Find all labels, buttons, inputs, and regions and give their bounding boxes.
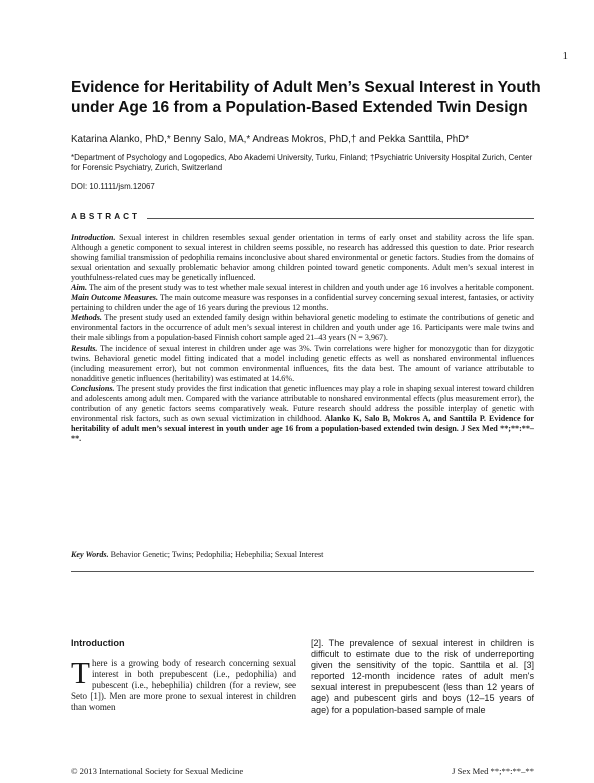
- abstract-introduction: [71, 233, 534, 283]
- right-column: [311, 638, 534, 716]
- introduction-paragraph-left: [71, 655, 296, 713]
- left-column: [71, 638, 296, 713]
- keywords-label: Key Words.: [71, 550, 109, 559]
- journal-footer: J Sex Med **;**:**–**: [452, 766, 534, 776]
- abstract-methods-label: Methods.: [71, 313, 102, 323]
- copyright-footer: © 2013 International Society for Sexual Medicine: [71, 766, 244, 776]
- affiliations: *Department of Psychology and Logopedics, Abo Akademi University, Turku, Finland; †Psychiatric University Hospital Zurich, Center for Forensic Psychiatry, Zurich, Switzerland: [71, 153, 533, 173]
- abstract-conclusions: [71, 384, 534, 444]
- keywords: [71, 550, 534, 559]
- abstract-results-text: The incidence of sexual interest in children under age was 3%. Twin correlations were higher for monozygotic than for dizygotic twins. Behavioral genetic model fitting indicated that a model including genetic effects as well as nonshared environmental influences (including measurement error), but not common environmental influences, fits the data best. The amount of variance attributable to nonadditive genetic influences (heritability) was estimated at 14.6%.: [71, 343, 534, 383]
- introduction-paragraph-right: [2]. The prevalence of sexual interest in children is difficult to estimate due to the risk of underreporting given the sensitivity of the topic. Santtila et al. [3] reported 12-month incidence rates of adult men's sexual interest in prepubescent (less than 12 years of age) and pubescent girls and boys (12–15 years of age) for a population-based sample of male: [311, 638, 534, 715]
- keywords-divider: [71, 571, 534, 572]
- doi-link[interactable]: DOI: 10.1111/jsm.12067: [71, 182, 155, 191]
- introduction-left-text: here is a growing body of research concerning sexual interest in both prepubescent (i.e., pedophilia) and pubescent (i.e., hebephilia) children (for a review, see Seto [1]). Men are more prone to sexual interest in children than women: [71, 658, 296, 713]
- abstract-results-label: Results.: [71, 343, 98, 353]
- abstract-aim: [71, 283, 534, 293]
- abstract-citation: Alanko K, Salo B, Mokros A, and Santtila P. Evidence for heritability of adult men’s sexual interest in youth under age 16 from a population-based extended twin design. J Sex Med **;**:**–**.: [71, 413, 534, 443]
- page-number: 1: [562, 50, 568, 62]
- abstract-outcome-text: The main outcome measure was responses in a confidential survey concerning sexual interest, fantasies, or activity pertaining to children under the age of 16 years during the previous 12 months.: [71, 293, 534, 313]
- abstract-methods: [71, 313, 534, 343]
- keywords-text: Behavior Genetic; Twins; Pedophilia; Hebephilia; Sexual Interest: [108, 550, 324, 559]
- introduction-heading: Introduction: [71, 638, 125, 648]
- abstract-heading: ABSTRACT: [71, 212, 141, 221]
- drop-cap: T: [71, 655, 90, 690]
- abstract-methods-text: The present study used an extended family design within behavioral genetic modeling to estimate the contributions of genetic and environmental factors in the occurrence of adult men’s sexual interest in children and youth under age 16. Participants were male twins and their male siblings from a population-based Finnish cohort sample aged 21–43 years (N = 3,967).: [71, 313, 534, 343]
- abstract-aim-text: The aim of the present study was to test whether male sexual interest in children and youth under age 16 involves a heritable component.: [87, 283, 534, 293]
- abstract-introduction-text: Sexual interest in children resembles sexual gender orientation in terms of early onset and stability across the life span. Although a genetic component to sexual interest in children seems possible, no research has addressed this question to date. Prior research showing familial transmission of pedophilia remains inconclusive about shared environmental or genetic factors. Studies from the domains of sexual orientation and sexually problematic behavior among children pointed toward genetic components. Adult men’s sexual interest in youthfulness-related cues may be genetically influenced.: [71, 233, 534, 283]
- abstract-aim-label: Aim.: [71, 283, 88, 293]
- author-list: Katarina Alanko, PhD,* Benny Salo, MA,* Andreas Mokros, PhD,† and Pekka Santtila, PhD*: [71, 134, 470, 145]
- abstract-body: [71, 233, 534, 444]
- abstract-results: [71, 344, 534, 384]
- abstract-outcome: [71, 293, 534, 313]
- article-title: Evidence for Heritability of Adult Men’s Sexual Interest in Youth under Age 16 from a Population-Based Extended Twin Design: [71, 79, 541, 116]
- abstract-introduction-label: Introduction.: [71, 233, 116, 242]
- abstract-outcome-label: Main Outcome Measures.: [71, 293, 158, 303]
- abstract-conclusions-text: The present study provides the first indication that genetic influences may play a role in shaping sexual interest toward children and adolescents among adult men. Compared with the variance attributable to nonshared environmental effects (plus measurement error), the contribution of any genetic factors seems comparatively weak. Future research should address the possible interplay of genetic with environmental risk factors, such as own sexual victimization in childhood.: [71, 383, 534, 423]
- abstract-conclusions-label: Conclusions.: [71, 383, 115, 393]
- abstract-divider: [147, 218, 534, 219]
